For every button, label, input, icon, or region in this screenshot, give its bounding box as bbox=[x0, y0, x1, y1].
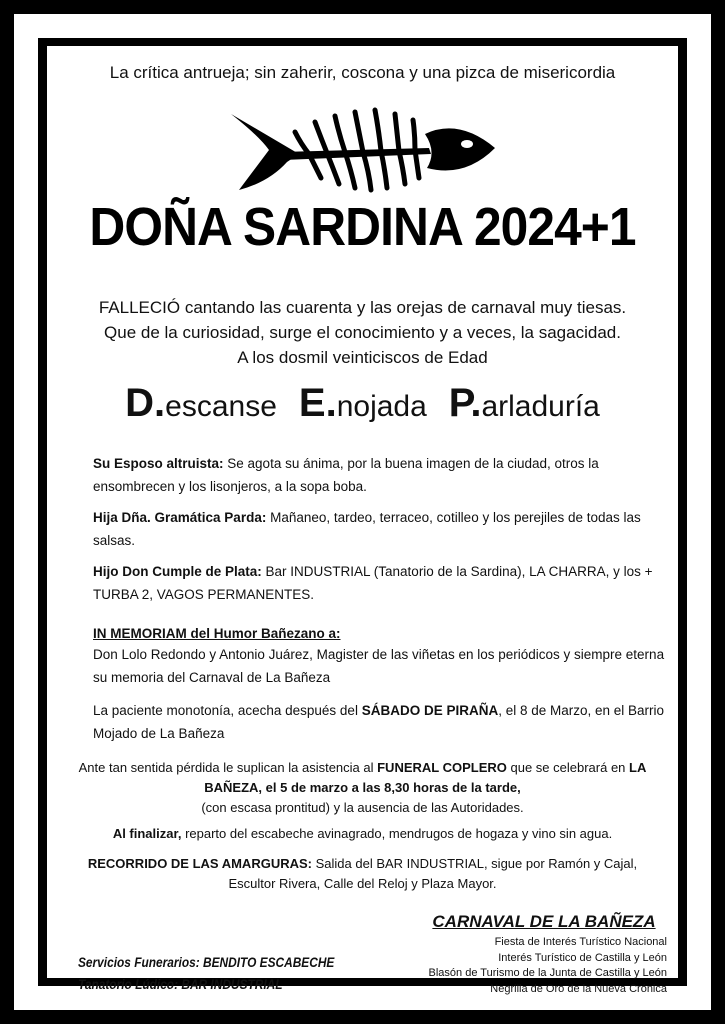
finalizar-bold: Al finalizar, bbox=[112, 826, 182, 841]
carnaval-title: CARNAVAL DE LA BAÑEZA bbox=[432, 912, 656, 931]
carnaval-line: Blasón de Turismo de la Junta de Castilla y León bbox=[428, 967, 667, 979]
dep-acronym bbox=[47, 381, 678, 426]
hija-label: Hija Dña. Gramática Parda: bbox=[93, 510, 267, 525]
subtitle bbox=[47, 295, 678, 370]
dep-letter-d: D. bbox=[125, 381, 166, 425]
services-block bbox=[78, 951, 334, 995]
funeral-paragraph bbox=[67, 758, 658, 818]
monotonia-paragraph bbox=[93, 699, 665, 745]
esposo-label: Su Esposo altruista: bbox=[93, 456, 224, 471]
subtitle-line: FALLECIÓ cantando las cuarenta y las orejas de carnaval muy tiesas. bbox=[98, 298, 627, 317]
finalizar-paragraph bbox=[67, 824, 658, 844]
funeral-post: (con escasa prontitud) y la ausencia de las Autoridades. bbox=[201, 800, 524, 815]
carnaval-line: Interés Turístico de Castilla y León bbox=[498, 951, 667, 964]
monotonia-bold: SÁBADO DE PIRAÑA bbox=[361, 703, 499, 718]
carnaval-line: Negrilla de Oro de la Nueva Crónica bbox=[490, 982, 667, 995]
funeral-bold-1: FUNERAL COPLERO bbox=[377, 760, 507, 775]
subtitle-line: A los dosmil veinticiscos de Edad bbox=[237, 348, 488, 367]
hijo-label: Hijo Don Cumple de Plata: bbox=[93, 564, 262, 579]
dep-letter-e: E. bbox=[298, 381, 337, 425]
monotonia-pre: La paciente monotonía, acecha después del bbox=[93, 703, 362, 718]
recorrido-bold: RECORRIDO DE LAS AMARGURAS: bbox=[87, 856, 312, 871]
hijo-paragraph bbox=[93, 560, 665, 606]
memoriam-text: Don Lolo Redondo y Antonio Juárez, Magister de las viñetas en los periódicos y siempre eterna su memoria del Carnaval de La Bañeza bbox=[93, 647, 665, 685]
memoriam-heading bbox=[93, 622, 665, 645]
dep-letter-p: P. bbox=[448, 381, 482, 425]
outer-white-frame bbox=[14, 14, 711, 1010]
funeral-bold-2: LA BAÑEZA, el 5 de marzo a las 8,30 horas de la tarde, bbox=[204, 760, 647, 795]
recorrido-text: Salida del BAR INDUSTRIAL, sigue por Ramón y Cajal, Escultor Rivera, Calle del Reloj y Plaza Mayor. bbox=[228, 856, 638, 891]
dep-word-descanse: escanse bbox=[165, 390, 277, 423]
dep-word-parladuria: arladuría bbox=[481, 390, 600, 423]
carnaval-line: Fiesta de Interés Turístico Nacional bbox=[494, 936, 667, 948]
hijo-text: Bar INDUSTRIAL (Tanatorio de la Sardina), LA CHARRA, y los + TURBA 2, VAGOS PERMANENTES. bbox=[93, 564, 653, 602]
subtitle-line: Que de la curiosidad, surge el conocimiento y a veces, la sagacidad. bbox=[104, 323, 621, 342]
page-title: DOÑA SARDINA 2024+1 bbox=[89, 197, 636, 257]
hija-paragraph bbox=[93, 506, 665, 552]
obituary-page bbox=[47, 46, 678, 995]
finalizar-text: reparto del escabeche avinagrado, mendrugos de hogaza y vino sin agua. bbox=[181, 826, 613, 841]
tanatorio-line: Tanatorio Lúdico: BAR INDUSTRIAL bbox=[78, 976, 283, 992]
monotonia-post: , el 8 de Marzo, en el Barrio Mojado de La Bañeza bbox=[93, 703, 665, 741]
funeral-pre: Ante tan sentida pérdida le suplican la asistencia al bbox=[78, 760, 378, 775]
recorrido-paragraph bbox=[67, 854, 658, 894]
carnaval-distinctions bbox=[387, 935, 667, 997]
memoriam-title: IN MEMORIAM del Humor Bañezano a: bbox=[93, 626, 341, 641]
fish-skeleton-icon bbox=[229, 104, 501, 196]
esposo-text: Se agota su ánima, por la buena imagen de la ciudad, otros la ensombrecen y los lisonjeros, a la sopa boba. bbox=[93, 456, 599, 494]
hija-text: Mañaneo, tardeo, terraceo, cotilleo y los perejiles de todas las salsas. bbox=[93, 510, 641, 548]
tagline: La crítica antrueja; sin zaherir, coscona y una pizca de misericordia bbox=[109, 63, 616, 82]
dep-word-enojada: nojada bbox=[336, 390, 427, 423]
esposo-paragraph bbox=[93, 452, 665, 498]
funeral-mid: que se celebrará en bbox=[506, 760, 630, 775]
black-border bbox=[38, 38, 687, 995]
services-line: Servicios Funerarios: BENDITO ESCABECHE bbox=[78, 954, 335, 970]
